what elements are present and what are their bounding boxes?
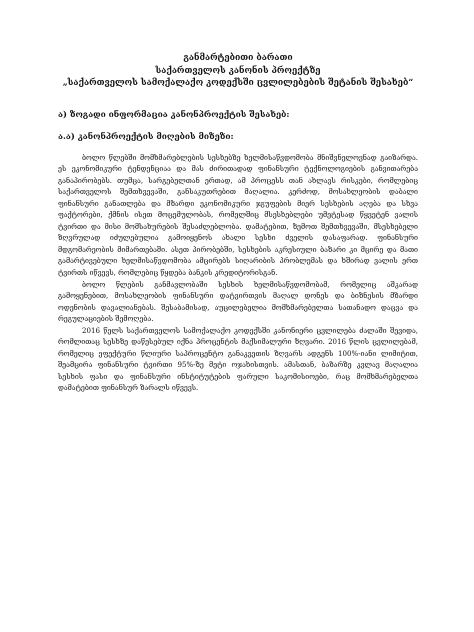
body-paragraph: ბოლო წლებში მომხმარებლების სესხებზე ხელმისაწვდომობა მნიშვნელოვნად გაიზარდა. ეს ეკონომიკური ტენდენციაა და მას ძირითადად ფინანსური ტექნოლოგიების განვითარება განაპირობებს. თუმცა, სარგებელთან ერთად, ამ პროცესს თან ახლავს რისკები, რომლებიც საქართველოს შემთხვევაში, განსაკუთრებით მაღალია. კერძოდ, მოსახლეობის დაბალი ფინანსური განათლება და მზარდი ეკონომიკური ჯგუფების მიერ სესხების აღება და სხვა ფაქტორები, ქმნის ისეთ მოცემულობას, რომელშიც მსესხებლები უმეტესად წყვეტენ ვალის ტვირთი და მისი მომსახურების შესაძლებლობა. დამატებით, ზემოთ შემთხვევაში, მსესხებელი ზღვრულად იძულებულია გამოიყენოს ახალი სესხი ძველის დასაფარად. ფინანსური მდგომარეობის მიმართებაში. ასეთ პირობებში, სესხების აკრესიული ბაზარი კი მცირე და მათი გამარტივებული ხელმისაწვდომობა ამცირებს სიღარიბის პრობლემას და ხშირად ვალის ერთ ტვირთს იწვევს, რომლებიც წყდება ბანკის კრედიტორისგან.: [58, 152, 418, 277]
law-name: „საქართველოს სამოქალაქო კოდექსში ცვლილებების შეტანის შესახებ“: [62, 78, 414, 88]
document-title: განმარტებითი ბარათი: [183, 53, 293, 63]
body-paragraph: 2016 წელს საქართველოს სამოქალაქო კოდექსში კანონიერი ცვლილება ძალაში შევიდა, რომლითაც სესხზე დაწესებულ იქნა პროცენტის მაქსიმალური ზღვარი. 2016 წლის ცვლილებამ, რომელიც ეფექტური წლიური საპროცენტო განაკვეთის ზღვარს ადგენს 100%-იანი ლიმიტით, შეამცირა ფინანსური ტვირთი 95%-ზე მეტი ოჯახისთვის. ამასთან, ბაზარზე კვლავ მაღალია სესხის ფასი და ფინანსური ინსტიტუტების ფარული საკომისიოები, რაც მომხმარებელთა დამატებით ფინანსურ ზარალს იწვევს.: [58, 325, 418, 393]
section-heading: ა) ზოგადი ინფორმაცია კანონპროექტის შესახებ:: [58, 108, 290, 119]
body-paragraph: ბოლო წლების განმავლობაში სესხის ხელმისაწვდომობამ, რომელიც აშკარად გამოყენებით, მოსახლეობის ფინანსური დატვირთვის მაღალ დონეს და ბიზნესის მზარდი ოდენობის დავალიანებას. შესაბამისად, აუცილებელია მომხმარებელთა სათანადო დაცვა და რეგულაციების შემოღება.: [58, 279, 418, 324]
document-header: [58, 52, 418, 90]
document-subtitle: საქართველოს კანონის პროექტზე: [155, 65, 321, 76]
subsection-heading: ა.ა) კანონპროექტის მიღების მიზეზი:: [58, 130, 234, 141]
